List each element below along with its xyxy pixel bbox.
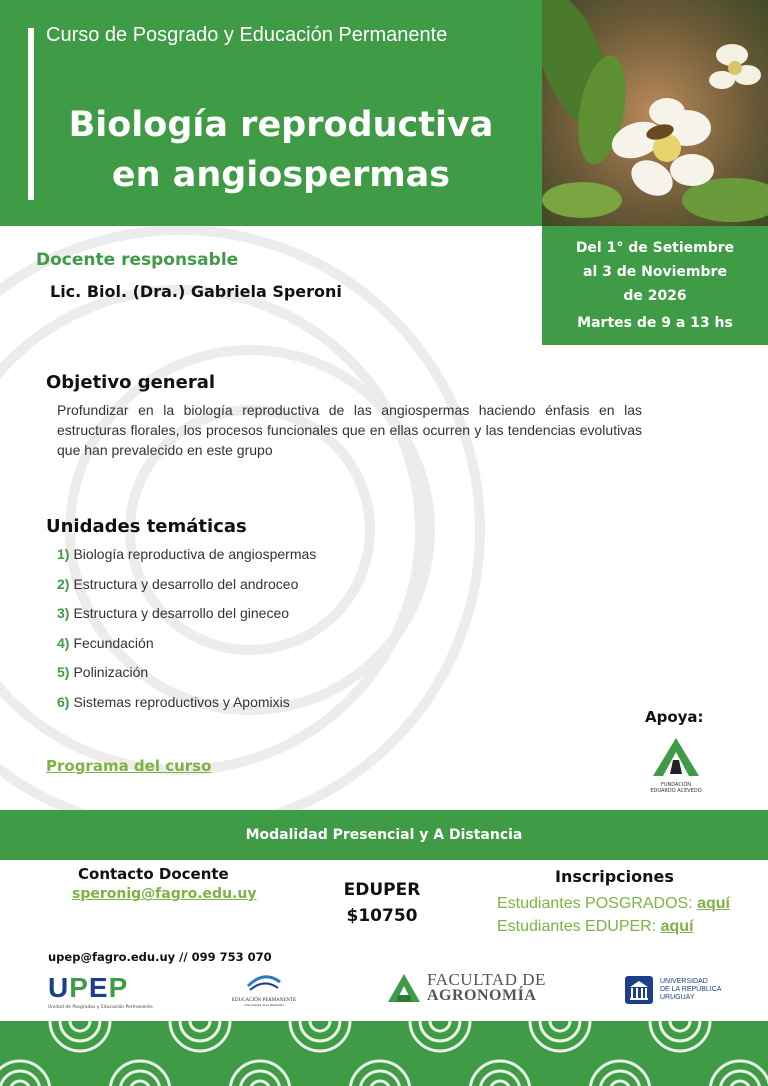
udelar-line1: UNIVERSIDAD (660, 978, 708, 985)
course-title-line1: Biología reproductiva (68, 105, 494, 145)
modalidad-banner: Modalidad Presencial y A Distancia (0, 810, 768, 860)
programa-link[interactable]: Programa del curso (46, 757, 212, 775)
list-item (57, 576, 316, 606)
item-text: Estructura y desarrollo del gineceo (73, 605, 290, 621)
upep-logo (48, 974, 153, 1010)
footer-pattern (0, 1021, 768, 1086)
udelar-emblem-icon (624, 975, 654, 1005)
objetivo-text: Profundizar en la biología reproductiva de las angiospermas haciendo énfasis en las estructuras florales, los procesos funcionales que en ellas ocurren y las tendencias evolutivas que han prevalecido en este grupo (57, 402, 642, 458)
item-number: 6) (57, 693, 70, 710)
item-text: Estructura y desarrollo del androceo (73, 575, 299, 592)
fagro-line2: AGRONOMÍA (427, 987, 537, 1004)
eduper-aqui-link[interactable]: aquí (660, 918, 694, 935)
docente-name: Lic. Biol. (Dra.) Gabriela Speroni (50, 282, 342, 301)
item-text: Polinización (73, 664, 149, 680)
fundacion-logo-icon (651, 736, 701, 778)
list-item (57, 605, 316, 635)
agronomia-a-icon (387, 973, 421, 1003)
facultad-agronomia-logo (387, 972, 546, 1004)
fundacion-caption1: FUNDACIÓN (660, 782, 691, 788)
eduper-label: Estudiantes EDUPER: (497, 918, 661, 935)
educacion-permanente-logo (225, 972, 303, 1007)
educacion-permanente-swirl-icon (244, 972, 284, 994)
upep-logo-text: UPEP (48, 972, 129, 1003)
item-number: 4) (57, 634, 70, 651)
udelar-line2: DE LA REPÚBLICA (660, 986, 722, 993)
udelar-logo (624, 975, 721, 1005)
date-line3: de 2026 (623, 288, 687, 304)
upep-contact-line: upep@fagro.edu.uy // 099 753 070 (48, 950, 272, 964)
list-item (57, 664, 316, 694)
item-number: 1) (57, 546, 70, 562)
date-line1: Del 1° de Setiembre (575, 240, 735, 256)
item-number: 2) (57, 575, 70, 592)
educacion-permanente-subtitle: Universidad de la República (244, 1003, 284, 1007)
udelar-line3: URUGUAY (660, 994, 695, 1001)
cost-label: EDUPER (343, 880, 421, 900)
header-accent-bar (28, 28, 34, 200)
inscripciones-heading: Inscripciones (555, 867, 674, 886)
date-line2: al 3 de Noviembre (583, 264, 727, 280)
apoya-label: Apoya: (645, 708, 704, 726)
objetivo-heading: Objetivo general (46, 372, 216, 393)
inscripcion-posgrado (497, 892, 730, 915)
docente-label: Docente responsable (36, 250, 239, 270)
list-item (57, 546, 316, 576)
cost-amount: $10750 (346, 906, 418, 926)
header-banner (0, 0, 542, 226)
schedule-text: Martes de 9 a 13 hs (577, 315, 733, 331)
fundacion-caption2: EDUARDO ACEVEDO (650, 788, 702, 794)
inscripciones-links (497, 892, 730, 938)
dates-box (542, 226, 768, 345)
item-number: 3) (57, 605, 70, 621)
unidades-list (57, 546, 316, 723)
educacion-permanente-title: EDUCACIÓN PERMANENTE (231, 998, 297, 1003)
cost-box (332, 877, 432, 929)
fundacion-eduardo-acevedo-logo (646, 736, 706, 798)
item-text: Sistemas reproductivos y Apomixis (73, 693, 290, 710)
unidades-heading: Unidades temáticas (46, 516, 247, 537)
course-type-label: Curso de Posgrado y Educación Permanente (46, 24, 448, 46)
inscripcion-eduper (497, 915, 730, 938)
course-title-line2: en angiospermas (111, 155, 451, 195)
course-title (46, 100, 516, 200)
item-text: Fecundación (73, 634, 154, 651)
fagro-line1: FACULTAD DE (427, 970, 546, 989)
flower-bee-photo (542, 0, 768, 226)
contacto-email-link[interactable]: speronig@fagro.edu.uy (72, 886, 257, 902)
posgrado-aqui-link[interactable]: aquí (697, 895, 730, 912)
posgrado-label: Estudiantes POSGRADOS: (497, 895, 698, 912)
upep-logo-subtitle: Unidad de Posgrados y Educación Permanente (48, 1005, 153, 1010)
list-item (57, 635, 316, 665)
item-text: Biología reproductiva de angiospermas (73, 546, 317, 562)
contacto-label: Contacto Docente (78, 865, 229, 883)
list-item (57, 694, 316, 724)
item-number: 5) (57, 664, 70, 680)
